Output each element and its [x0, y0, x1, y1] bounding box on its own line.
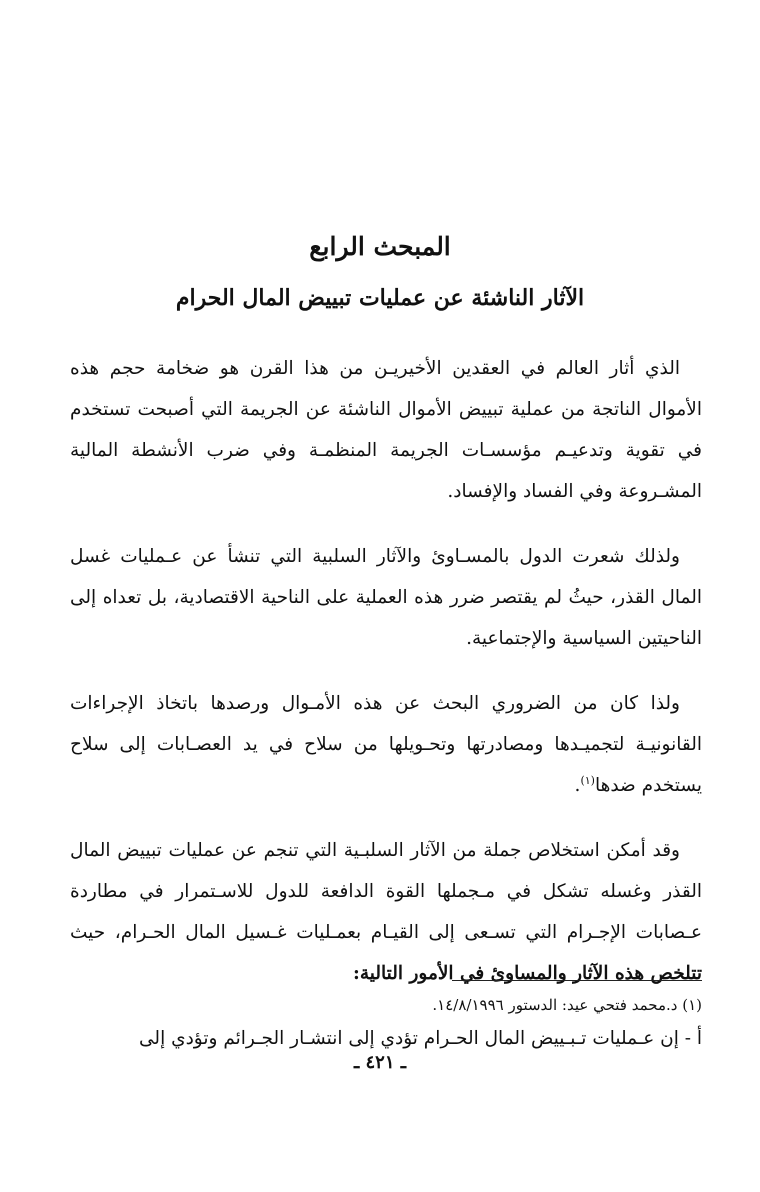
paragraph-3-text: ولذا كان من الضروري البحث عن هذه الأمـوال ورصدها باتخاذ الإجراءات القانونيـة لتجميـدها ومصادرتها وتحـويلها من سلاح في يد العصـابات إلى سلاح يستخدم ضدها	[70, 693, 702, 796]
footnote: (١) د.محمد فتحي عيد: الدستور ١٤/٨/١٩٩٦.	[432, 996, 702, 1014]
paragraph-3	[70, 683, 702, 806]
paragraph-1: الذي أثار العالم في العقدين الأخيريـن من هذا القرن هو ضخامة حجم هذه الأموال الناتجة من عملية تبييض الأموال الناشئة عن الجريمة التي أصبحت تستخدم في تقوية وتدعيـم مؤسسـات الجريمة المنظمـة وفي ضرب الأنشطة المالية المشـروعة وفي الفساد والإفساد.	[70, 358, 702, 502]
chapter-subtitle: الآثار الناشئة عن عمليات تبييض المال الحرام	[175, 285, 585, 311]
list-item-a: أ - إن عـمليات تـبـييض المال الحـرام تؤدي إلى انتشـار الجـرائم وتؤدي إلى	[139, 1028, 702, 1049]
footnote-divider	[452, 980, 702, 981]
footnote-reference[interactable]: (١)	[580, 773, 595, 787]
body-text	[70, 348, 702, 1083]
paragraph-4-text: وقد أمكن استخلاص جملة من الآثار السلبـية التي تنجم عن عمليات تبييض المال القذر وغسله تشكل في مـجملها القوة الدافعة للدول للاسـتمرار في مطاردة عـصابات الإجـرام التي تسـعى إلى القيـام بعمـليات غـسيل المال الحـرام، حيث	[70, 840, 702, 943]
chapter-title: المبحث الرابع	[309, 232, 451, 261]
paragraph-4-bold: تتلخص هذه الآثار والمساوئ في الأمور التالية:	[353, 963, 702, 984]
page-number: ـ ٤٢١ ـ	[353, 1052, 407, 1073]
paragraph-2: ولذلك شعرت الدول بالمسـاوئ والآثار السلبية التي تنشأ عن عـمليات غسل المال القذر، حيثُ لم يقتصر ضرر هذه العملية على الناحية الاقتصادية، بل تعداه إلى الناحيتين السياسية والإجتماعية.	[70, 546, 702, 649]
paragraph-4	[70, 830, 702, 994]
paragraph-3-end: .	[574, 775, 581, 796]
